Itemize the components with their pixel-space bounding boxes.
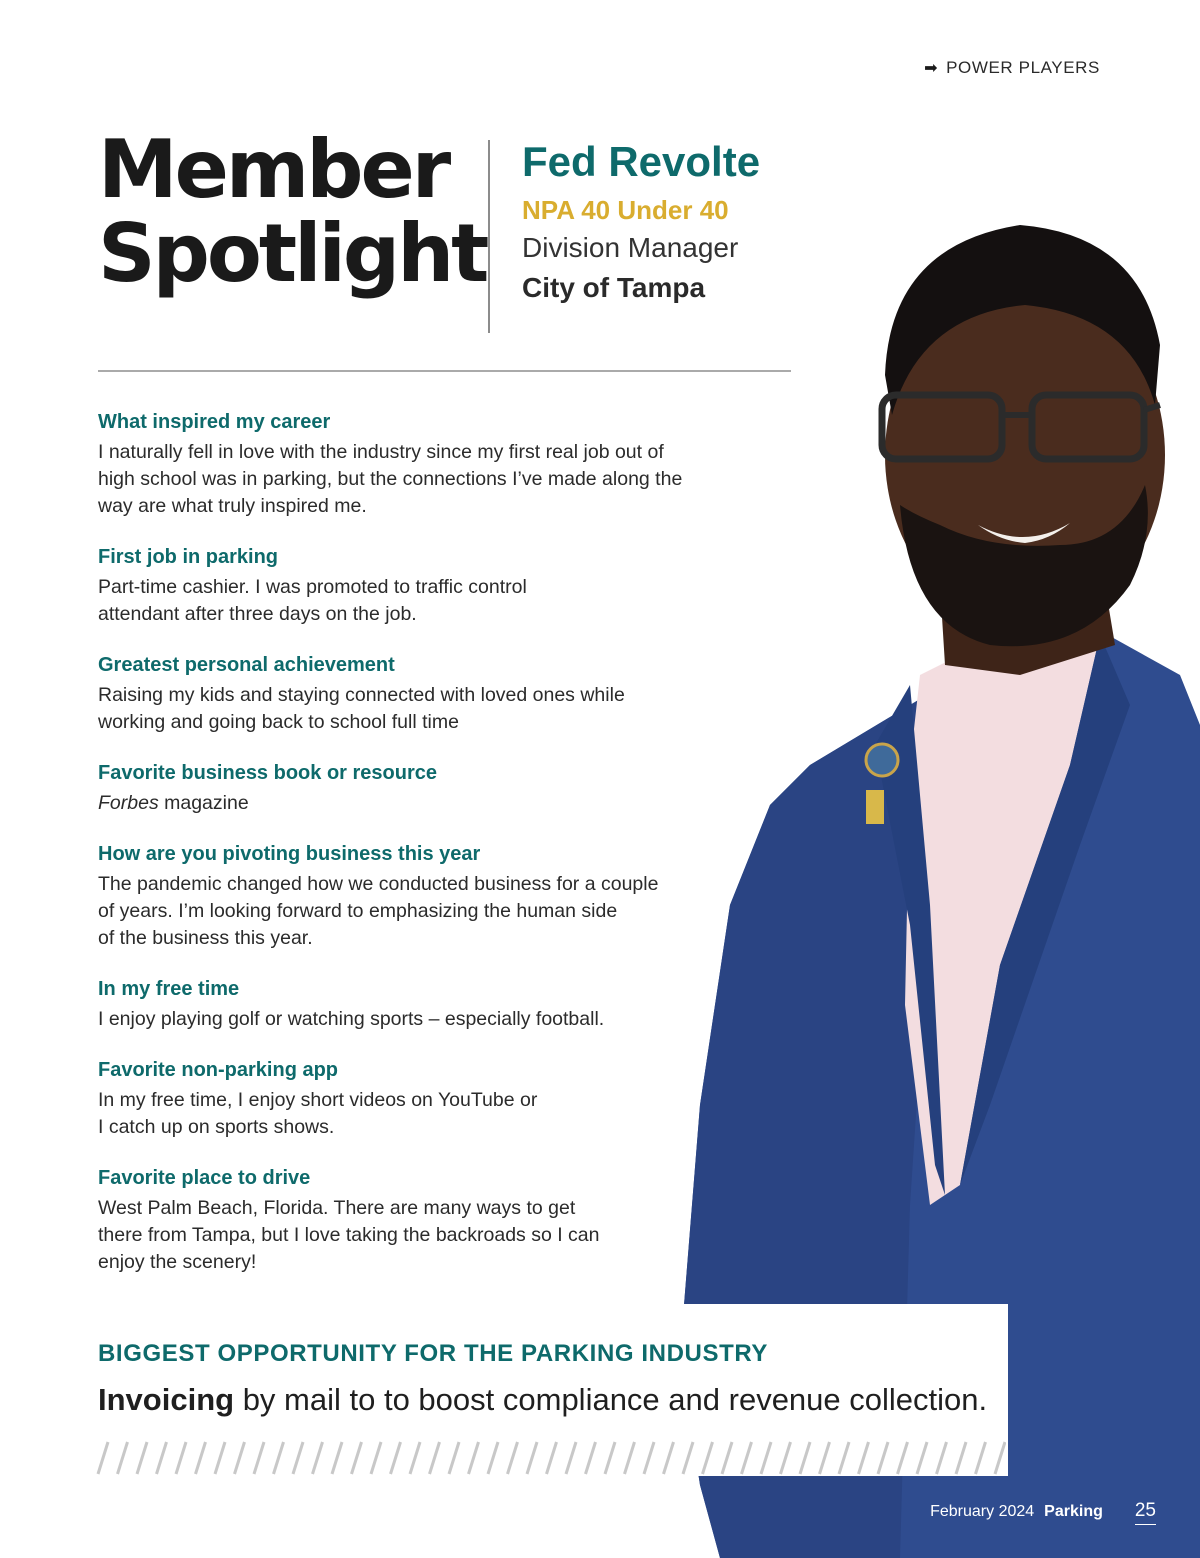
page-number: 25: [1135, 1500, 1156, 1525]
hatch-stripe: [430, 1442, 440, 1474]
qa-answer: Raising my kids and staying connected with loved ones while working and going back to school full time: [98, 684, 625, 733]
member-role: Division Manager: [522, 232, 739, 263]
hatch-stripe: [391, 1442, 401, 1474]
hatch-stripe: [313, 1442, 323, 1474]
qa-answer: I enjoy playing golf or watching sports – especially football.: [98, 1008, 605, 1030]
hatch-stripe: [527, 1442, 537, 1474]
hatch-stripe: [742, 1442, 752, 1474]
title-line-1: Member: [98, 123, 449, 216]
hatch-stripe: [566, 1442, 576, 1474]
qa-question: Favorite place to drive: [98, 1167, 311, 1189]
qa-question: Favorite non-parking app: [98, 1059, 339, 1081]
hatch-stripe: [586, 1442, 596, 1474]
hatch-stripe: [644, 1442, 654, 1474]
hatch-stripe: [215, 1442, 225, 1474]
qa-answer: I naturally fell in love with the industry since my first real job out of high school was in parking, but the connections I’ve made along the way are what truly inspired me.: [98, 441, 683, 517]
qa-list: [98, 409, 738, 1300]
qa-answer: [98, 790, 738, 817]
hatch-stripe: [118, 1442, 128, 1474]
qa-question: Favorite business book or resource: [98, 762, 437, 784]
hatch-stripe: [235, 1442, 245, 1474]
hatch-stripe: [371, 1442, 381, 1474]
hatch-stripe: [488, 1442, 498, 1474]
hatch-stripe: [722, 1442, 732, 1474]
hatch-stripe: [781, 1442, 791, 1474]
hatch-stripe: [878, 1442, 888, 1474]
hatch-stripe: [508, 1442, 518, 1474]
hatch-stripe: [859, 1442, 869, 1474]
qa-question: In my free time: [98, 978, 240, 1000]
hatch-stripe: [625, 1442, 635, 1474]
qa-answer-rest: magazine: [158, 792, 249, 814]
member-organization: City of Tampa: [522, 272, 706, 303]
hatch-stripe: [898, 1442, 908, 1474]
hatch-stripe: [293, 1442, 303, 1474]
opportunity-text: [98, 1380, 987, 1420]
qa-item-pivoting: [98, 841, 738, 952]
hatch-stripe: [605, 1442, 615, 1474]
qa-answer: In my free time, I enjoy short videos on YouTube or I catch up on sports shows.: [98, 1089, 538, 1138]
magazine-name: Parking: [1044, 1503, 1103, 1520]
section-label: POWER PLAYERS: [946, 58, 1100, 77]
qa-question: First job in parking: [98, 546, 279, 568]
qa-item-app: [98, 1057, 738, 1141]
title-line-2: Spotlight: [98, 207, 487, 300]
vertical-divider: [488, 140, 490, 333]
hatch-stripe: [547, 1442, 557, 1474]
qa-item-drive: [98, 1165, 738, 1276]
hatch-stripe: [274, 1442, 284, 1474]
hatch-stripe: [254, 1442, 264, 1474]
hatch-stripe: [800, 1442, 810, 1474]
hatch-stripes: [88, 1440, 1006, 1476]
hatch-stripe: [410, 1442, 420, 1474]
qa-item-inspiration: [98, 409, 738, 520]
hatch-stripe: [761, 1442, 771, 1474]
member-name: Fed Revolte: [522, 138, 761, 185]
hatch-stripe: [956, 1442, 966, 1474]
issue-date: February 2024: [930, 1503, 1035, 1520]
hatch-stripe: [196, 1442, 206, 1474]
hatch-stripe: [917, 1442, 927, 1474]
page-footer: [930, 1500, 1156, 1525]
qa-item-achievement: [98, 652, 738, 736]
opportunity-heading: BIGGEST OPPORTUNITY FOR THE PARKING INDUSTRY: [98, 1340, 768, 1367]
qa-question: How are you pivoting business this year: [98, 843, 481, 865]
qa-question: What inspired my career: [98, 411, 331, 433]
hatch-stripe: [703, 1442, 713, 1474]
page-title: [98, 123, 487, 300]
hatch-stripe: [352, 1442, 362, 1474]
arrow-right-icon: ➡: [924, 60, 939, 77]
hatch-stripe: [839, 1442, 849, 1474]
hatch-stripe: [664, 1442, 674, 1474]
qa-question: Greatest personal achievement: [98, 654, 395, 676]
qa-answer-italic: Forbes: [98, 792, 159, 814]
opportunity-rest: by mail to to boost compliance and revenue collection.: [234, 1382, 988, 1417]
qa-item-book: [98, 760, 738, 817]
qa-answer: The pandemic changed how we conducted business for a couple of years. I’m looking forward to emphasizing the human side of the business this year.: [98, 873, 659, 949]
hatch-stripe: [820, 1442, 830, 1474]
hatch-stripe: [176, 1442, 186, 1474]
hatch-stripe: [683, 1442, 693, 1474]
hatch-stripe: [137, 1442, 147, 1474]
hatch-stripe: [976, 1442, 986, 1474]
qa-answer: West Palm Beach, Florida. There are many ways to get there from Tampa, but I love taking the backroads so I can enjoy the scenery!: [98, 1197, 600, 1273]
opportunity-bold: Invoicing: [98, 1382, 235, 1417]
qa-item-first-job: [98, 544, 738, 628]
qa-item-free-time: [98, 976, 738, 1033]
hatch-stripe: [937, 1442, 947, 1474]
qa-answer: Part-time cashier. I was promoted to traffic control attendant after three days on the job.: [98, 576, 527, 625]
member-award: NPA 40 Under 40: [522, 195, 729, 225]
hatch-stripe: [995, 1442, 1005, 1474]
hatch-stripe: [332, 1442, 342, 1474]
section-tag: [924, 58, 1100, 78]
hatch-stripe: [98, 1442, 108, 1474]
hatch-stripe: [469, 1442, 479, 1474]
hatch-stripe: [157, 1442, 167, 1474]
hatch-stripe: [449, 1442, 459, 1474]
